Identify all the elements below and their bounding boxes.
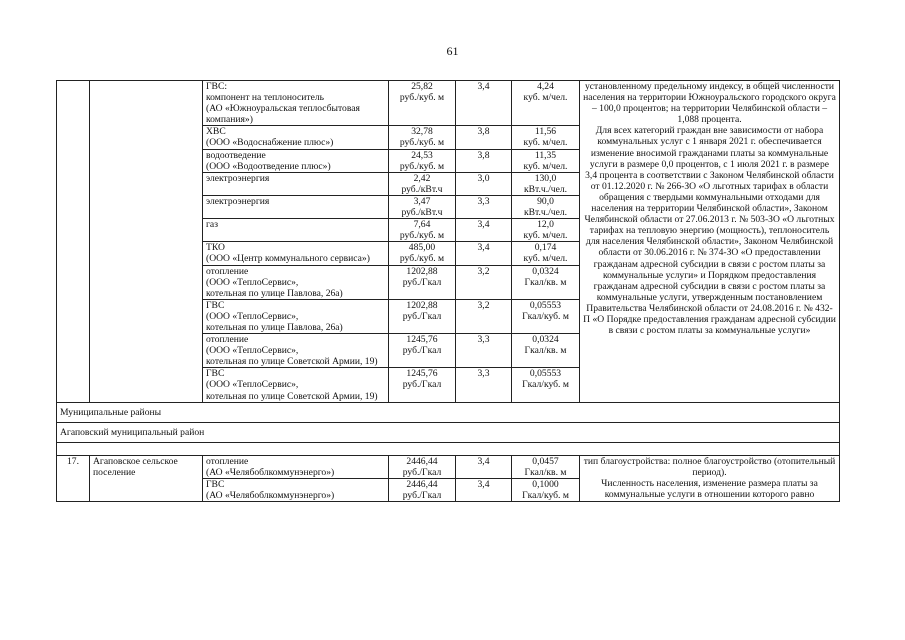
page-number: 61: [446, 44, 459, 58]
tariff-cell: 2446,44 руб./Гкал: [389, 455, 456, 478]
table-row: [57, 81, 840, 126]
service-cell: отопление (ООО «ТеплоСервис», котельная по улице Павлова, 26а): [203, 265, 389, 299]
number-cell: [57, 81, 90, 403]
note-cell: установленному предельному индексу, в общей численности населения на территории Южноуральского городского округа – 100,0 процентов; на территории Челябинской области – 1,088 процента. Для всех категорий граждан вне зависимости от набора коммунальных услуг с 1 января 2021 г. обеспечивается изменение вносимой гражданами платы за коммунальные услуги в размере 0,0 процентов, с 1 июля 2021 г. в размере 3,4 процента в соответствии с Законом Челябинской области от 01.12.2020 г. № 266-ЗО «О льготных тарифах в области обращения с твердыми коммунальными отходами для населения на территории Челябинской области», Законом Челябинской области от 27.06.2013 г. № 503-ЗО «О льготных тарифах на тепловую энергию (мощность), теплоноситель для населения Челябинской области», Законом Челябинской области от 30.06.2016 г. № 374-ЗО «О предоставлении гражданам адресной субсидии в связи с ростом платы за коммунальные услуги» и Порядком предоставления гражданам адресной субсидии в связи с ростом платы за коммунальные услуги, утвержденным постановлением Правительства Челябинской области от 24.08.2016 г. № 432-П «О Порядке предоставления гражданам адресной субсидии в связи с ростом платы за коммунальные услуги»: [580, 81, 840, 403]
norm-cell: 12,0 куб. м/чел.: [512, 219, 580, 242]
norm-cell: 0,1000 Гкал/куб. м: [512, 478, 580, 501]
service-cell: ГВС: компонент на теплоноситель (АО «Южноуральская теплосбытовая компания»): [203, 81, 389, 126]
note-cell: тип благоустройства: полное благоустройство (отопительный период). Численность населения, изменение размера платы за коммунальные услуги в отношении которого равно: [580, 455, 840, 501]
spacer-row: [57, 442, 840, 455]
percent-cell: 3,0: [456, 172, 512, 195]
percent-cell: 3,2: [456, 299, 512, 333]
percent-cell: 3,2: [456, 265, 512, 299]
percent-cell: 3,4: [456, 242, 512, 265]
percent-cell: 3,8: [456, 149, 512, 172]
percent-cell: 3,4: [456, 81, 512, 126]
tariff-cell: 1245,76 руб./Гкал: [389, 334, 456, 368]
service-cell: электроэнергия: [203, 172, 389, 195]
tariff-cell: 2,42 руб./кВт.ч: [389, 172, 456, 195]
norm-cell: 0,05553 Гкал/куб. м: [512, 368, 580, 402]
norm-cell: 0,0457 Гкал/кв. м: [512, 455, 580, 478]
tariff-cell: 25,82 руб./куб. м: [389, 81, 456, 126]
norm-cell: 0,05553 Гкал/куб. м: [512, 299, 580, 333]
tariff-table: [56, 80, 840, 502]
section-row-municipal: [57, 402, 840, 422]
section-row-district: [57, 422, 840, 442]
percent-cell: 3,4: [456, 455, 512, 478]
tariff-cell: 24,53 руб./куб. м: [389, 149, 456, 172]
percent-cell: 3,4: [456, 219, 512, 242]
tariff-cell: 2446,44 руб./Гкал: [389, 478, 456, 501]
percent-cell: 3,3: [456, 368, 512, 402]
tariff-cell: 32,78 руб./куб. м: [389, 126, 456, 149]
service-cell: ГВС (ООО «ТеплоСервис», котельная по улице Павлова, 26а): [203, 299, 389, 333]
service-cell: газ: [203, 219, 389, 242]
service-cell: отопление (ООО «ТеплоСервис», котельная по улице Советской Армии, 19): [203, 334, 389, 368]
tariff-cell: 1202,88 руб./Гкал: [389, 265, 456, 299]
norm-cell: 4,24 куб. м/чел.: [512, 81, 580, 126]
norm-cell: 130,0 кВт.ч./чел.: [512, 172, 580, 195]
tariff-cell: 1245,76 руб./Гкал: [389, 368, 456, 402]
section-municipal-districts: Муниципальные районы: [57, 402, 840, 422]
row-number: 17.: [57, 455, 90, 501]
tariff-cell: 7,64 руб./куб. м: [389, 219, 456, 242]
settlement-name: Агаповское сельское поселение: [90, 455, 203, 501]
tariff-cell: 1202,88 руб./Гкал: [389, 299, 456, 333]
service-cell: ГВС (ООО «ТеплоСервис», котельная по улице Советской Армии, 19): [203, 368, 389, 402]
service-cell: ГВС (АО «Челябоблкоммунэнерго»): [203, 478, 389, 501]
section-agapovsky-district: Агаповский муниципальный район: [57, 422, 840, 442]
percent-cell: 3,3: [456, 334, 512, 368]
service-cell: ХВС (ООО «Водоснабжение плюс»): [203, 126, 389, 149]
percent-cell: 3,8: [456, 126, 512, 149]
service-cell: отопление (АО «Челябоблкоммунэнерго»): [203, 455, 389, 478]
tariff-cell: 485,00 руб./куб. м: [389, 242, 456, 265]
norm-cell: 0,174 куб. м/чел.: [512, 242, 580, 265]
norm-cell: 11,56 куб. м/чел.: [512, 126, 580, 149]
norm-cell: 0,0324 Гкал/кв. м: [512, 265, 580, 299]
norm-cell: 0,0324 Гкал/кв. м: [512, 334, 580, 368]
norm-cell: 90,0 кВт.ч./чел.: [512, 195, 580, 218]
percent-cell: 3,3: [456, 195, 512, 218]
service-cell: электроэнергия: [203, 195, 389, 218]
percent-cell: 3,4: [456, 478, 512, 501]
service-cell: ТКО (ООО «Центр коммунального сервиса»): [203, 242, 389, 265]
tariff-cell: 3,47 руб./кВт.ч: [389, 195, 456, 218]
norm-cell: 11,35 куб. м/чел.: [512, 149, 580, 172]
service-cell: водоотведение (ООО «Водоотведение плюс»): [203, 149, 389, 172]
settlement-cell: [90, 81, 203, 403]
table-row: [57, 455, 840, 478]
